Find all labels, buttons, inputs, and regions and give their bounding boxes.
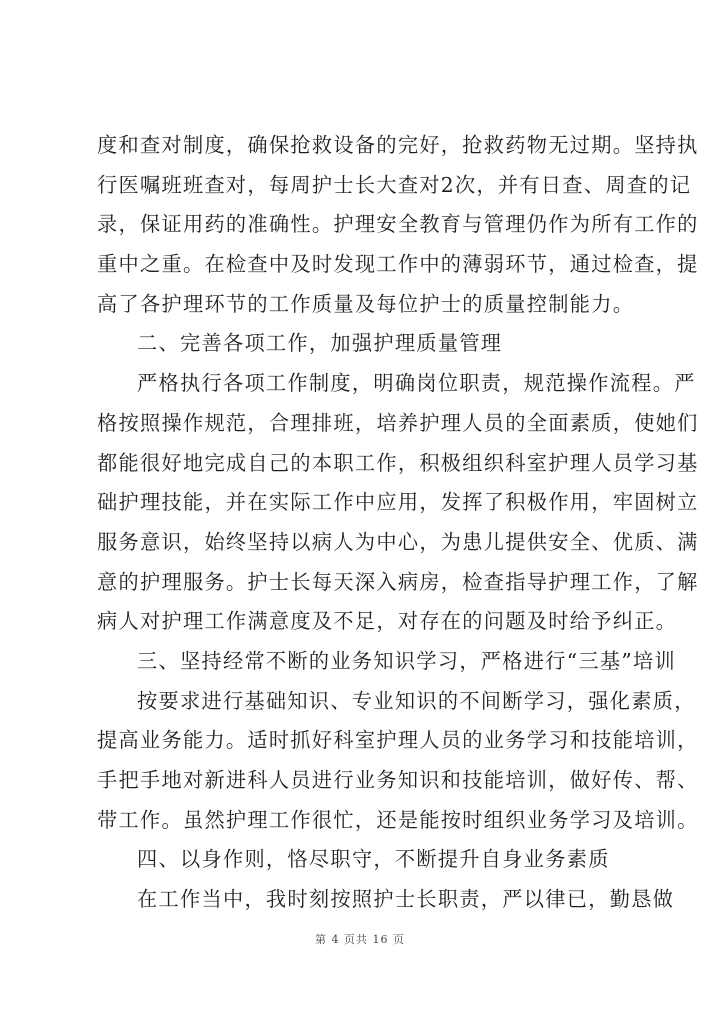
- text-line: 高了各护理环节的工作质量及每位护士的质量控制能力。: [97, 291, 635, 316]
- text-line: 按要求进行基础知识、专业知识的不间断学习，强化素质，: [137, 688, 696, 713]
- text-line: 提高业务能力。适时抓好科室护理人员的业务学习和技能培训，: [97, 728, 699, 753]
- text-line: 行医嘱班班查对，每周护士长大查对2次，并有日查、周查的记: [97, 172, 692, 197]
- text-line: 严格执行各项工作制度，明确岗位职责，规范操作流程。严: [137, 371, 696, 396]
- text-line: 意的护理服务。护士长每天深入病房，检查指导护理工作，了解: [97, 569, 699, 594]
- text-line: 在工作当中，我时刻按照护士长职责，严以律已，勤恳做: [137, 887, 675, 912]
- page-number-footer: 第 4 页共 16 页: [315, 933, 405, 946]
- text-line: 录，保证用药的准确性。护理安全教育与管理仍作为所有工作的: [97, 212, 699, 237]
- document-body: [97, 126, 699, 920]
- text-line: 都能很好地完成自己的本职工作，积极组织科室护理人员学习基: [97, 450, 699, 475]
- text-line: 度和查对制度，确保抢救设备的完好，抢救药物无过期。坚持执: [97, 133, 699, 157]
- text-line: 重中之重。在检查中及时发现工作中的薄弱环节，通过检查，提: [97, 252, 699, 277]
- section-heading: 二、完善各项工作，加强护理质量管理: [137, 331, 503, 356]
- text-line: 手把手地对新进科人员进行业务知识和技能培训，做好传、帮、: [97, 768, 699, 792]
- text-line: 病人对护理工作满意度及不足，对存在的问题及时给予纠正。: [97, 609, 678, 634]
- text-line: 础护理技能，并在实际工作中应用，发挥了积极作用，牢固树立: [97, 490, 699, 515]
- text-line: 带工作。虽然护理工作很忙，还是能按时组织业务学习及培训。: [97, 807, 699, 832]
- text-line: 服务意识，始终坚持以病人为中心，为患儿提供安全、优质、满: [97, 529, 699, 554]
- text-line: 格按照操作规范，合理排班，培养护理人员的全面素质，使她们: [97, 410, 699, 435]
- section-heading: 三、坚持经常不断的业务知识学习，严格进行“三基”培训: [137, 648, 676, 673]
- section-heading: 四、以身作则，恪尽职守，不断提升自身业务素质: [137, 847, 610, 872]
